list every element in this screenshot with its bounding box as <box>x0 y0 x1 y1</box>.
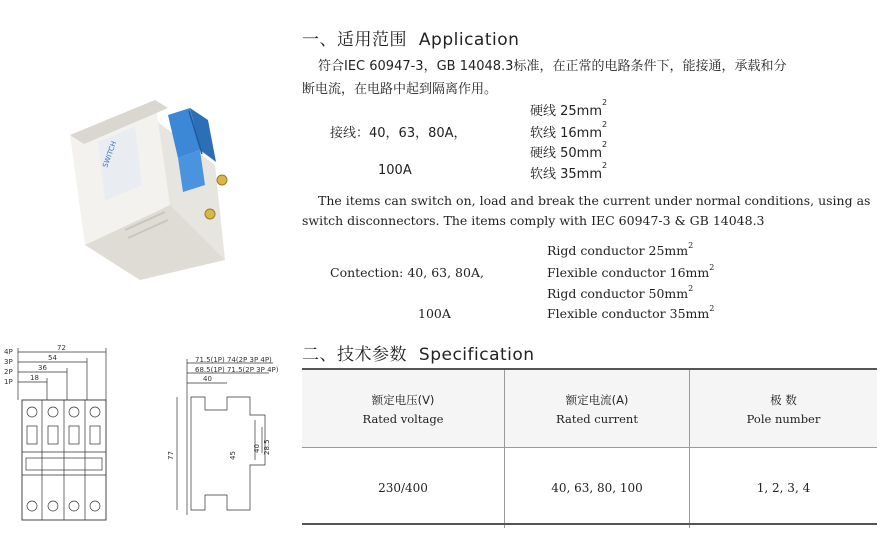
wiring-cn-row: 硬线 $25mm^2$ <box>530 98 608 119</box>
wiring-cn-label: 接线：40，63，80A， <box>330 126 467 141</box>
dim-18: 18 <box>30 374 39 382</box>
dim-40: 40 <box>203 375 212 383</box>
dim-36: 36 <box>38 364 47 372</box>
table-bottom-rule <box>302 523 877 525</box>
header-rated-voltage: 额定电压(V) Rated voltage <box>302 370 505 448</box>
specification-heading-cn: 二、技术参数 <box>302 345 407 365</box>
dim-28: 28.5 <box>263 439 271 455</box>
pole-label-2p: 2P <box>4 368 13 376</box>
application-heading-en: Application <box>418 30 520 50</box>
wiring-cn-row: 软线 $16mm^2$ <box>530 120 608 141</box>
dim-top-2: 68.5(1P) 71.5(2P 3P 4P) <box>195 366 279 374</box>
wiring-en-row: Flexible conductor $35mm^2$ <box>547 304 715 321</box>
svg-text:SWITCH: SWITCH <box>101 140 119 169</box>
wiring-cn-row: 硬线 $50mm^2$ <box>530 140 608 161</box>
application-heading-cn: 一、适用范围 <box>302 30 407 50</box>
value-rated-voltage: 230/400 <box>302 448 505 529</box>
value-pole-number: 1, 2, 3, 4 <box>690 448 878 529</box>
pole-label-3p: 3P <box>4 358 13 366</box>
wiring-en-label-100: 100A <box>418 306 451 321</box>
wiring-cn-row: 软线 $35mm^2$ <box>530 161 608 182</box>
dim-54: 54 <box>48 354 57 362</box>
table-row <box>302 448 877 529</box>
front-dimension-drawing <box>0 340 150 530</box>
pole-label-4p: 4P <box>4 348 13 356</box>
side-dimension-drawing <box>165 355 295 530</box>
dim-72: 72 <box>57 344 66 352</box>
application-para-en-1: The items can switch on, load and break the current under normal conditions, using as <box>318 193 871 208</box>
pole-label-1p: 1P <box>4 378 13 386</box>
header-pole-number: 极 数 Pole number <box>690 370 878 448</box>
specification-heading <box>302 340 535 365</box>
application-para-en-2: switch disconnectors. The items comply with IEC 60947-3 & GB 14048.3 <box>302 213 765 228</box>
wiring-en-label: Contection: 40, 63, 80A, <box>330 265 484 280</box>
wiring-en-row: Flexible conductor $16mm^2$ <box>547 263 715 280</box>
table-header-row <box>302 370 877 448</box>
application-para-cn-2: 断电流，在电路中起到隔离作用。 <box>302 82 498 97</box>
product-photo <box>50 80 250 280</box>
application-heading <box>302 25 519 50</box>
wiring-en-row: Rigd conductor $50mm^2$ <box>547 284 694 301</box>
dim-77: 77 <box>167 451 175 460</box>
value-rated-current: 40, 63, 80, 100 <box>505 448 690 529</box>
dim-45: 45 <box>229 451 237 460</box>
dim-top-1: 71.5(1P) 74(2P 3P 4P) <box>195 356 272 364</box>
dim-40b: 40 <box>253 444 261 453</box>
wiring-cn-label-100: 100A <box>378 163 412 178</box>
application-para-cn-1: 符合IEC 60947-3，GB 14048.3标准，在正常的电路条件下，能接通，承载和分 <box>318 59 787 74</box>
wiring-en-row: Rigd conductor $25mm^2$ <box>547 241 694 258</box>
header-rated-current: 额定电流(A) Rated current <box>505 370 690 448</box>
specification-table <box>302 370 877 528</box>
specification-heading-en: Specification <box>418 345 535 365</box>
